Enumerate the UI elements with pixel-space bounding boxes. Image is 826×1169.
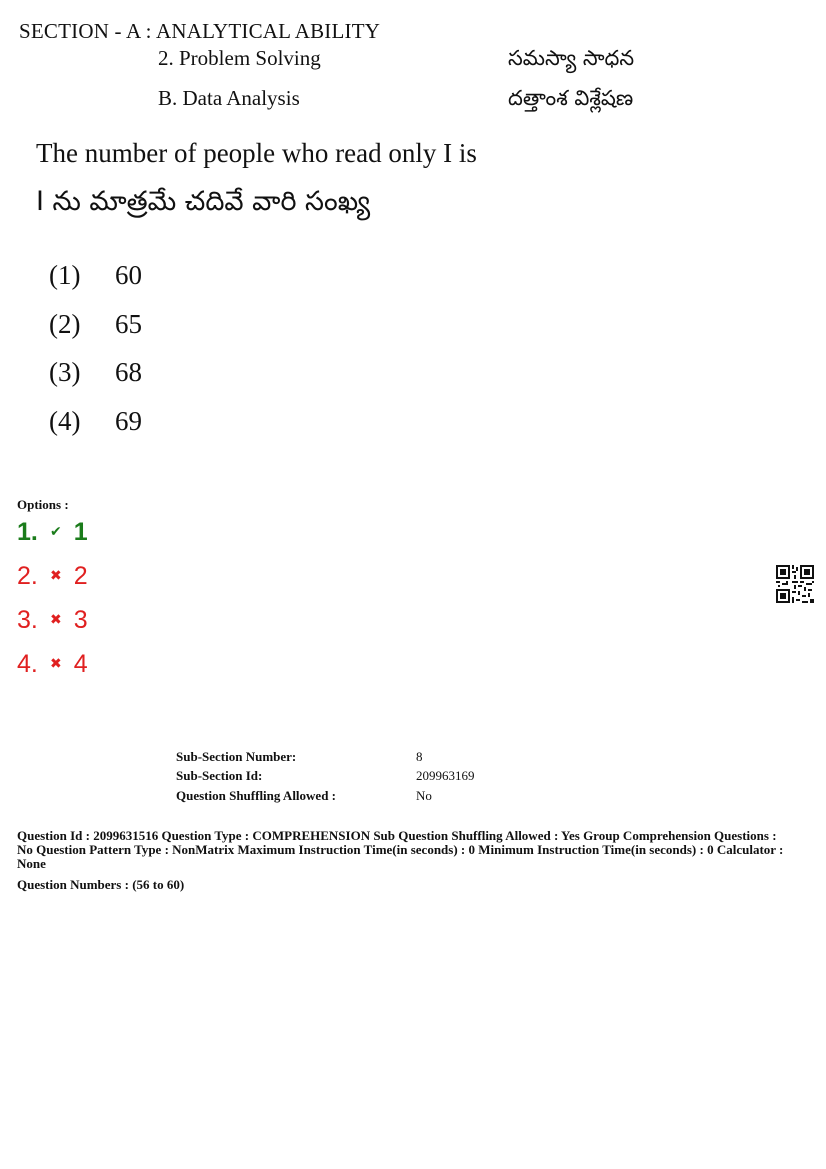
topic-label-telugu: దత్తాంశ విశ్లేషణ xyxy=(508,86,634,110)
option-item-3 xyxy=(17,606,88,635)
check-icon: ✔ xyxy=(49,522,62,539)
option-item-4 xyxy=(17,650,88,679)
option-label: 2 xyxy=(73,562,88,590)
subsection-number-value: 8 xyxy=(416,749,423,764)
choice-value: 60 xyxy=(115,260,142,290)
option-label: 1 xyxy=(73,518,88,546)
question-numbers: Question Numbers : (56 to 60) xyxy=(17,877,185,892)
choice-value: 65 xyxy=(115,309,142,339)
subsection-id-label: Sub-Section Id: xyxy=(176,768,263,783)
option-prefix: 4. xyxy=(17,650,38,678)
question-text-telugu: I ను మాత్రమే చదివే వారి సంఖ్య xyxy=(36,186,371,217)
options-heading: Options : xyxy=(17,497,69,512)
shuffle-value: No xyxy=(416,788,432,803)
qr-code-icon xyxy=(776,565,814,603)
option-prefix: 3. xyxy=(17,606,38,634)
choice-number: (1) xyxy=(49,260,81,290)
choice-number: (4) xyxy=(49,406,81,436)
section-title: SECTION - A : ANALYTICAL ABILITY xyxy=(19,19,381,43)
subsection-number-label: Sub-Section Number: xyxy=(176,749,297,764)
subject-label-telugu: సమస్యా సాధన xyxy=(508,46,635,70)
cross-icon: ✖ xyxy=(49,654,62,671)
question-text: The number of people who read only I is xyxy=(36,138,477,168)
subsection-id-value: 209963169 xyxy=(416,768,475,783)
subject-label: 2. Problem Solving xyxy=(158,46,321,70)
choice-value: 68 xyxy=(115,357,142,387)
option-item-1 xyxy=(17,518,88,547)
choice-number: (3) xyxy=(49,357,81,387)
option-label: 3 xyxy=(73,606,88,634)
option-item-2 xyxy=(17,562,88,591)
choice-number: (2) xyxy=(49,309,81,339)
option-prefix: 2. xyxy=(17,562,38,590)
cross-icon: ✖ xyxy=(49,610,62,627)
topic-label: B. Data Analysis xyxy=(158,86,300,110)
question-info: Question Id : 2099631516 Question Type : COMPREHENSION Sub Question Shuffling Allowed : Yes Group Comprehension Questions : No Question Pattern Type : NonMatrix Maximum Instruction Time(in seconds) : 0 Minimum Instruction Time(in seconds) : 0 Calculator : None xyxy=(17,828,784,871)
shuffle-label: Question Shuffling Allowed : xyxy=(176,788,337,803)
cross-icon: ✖ xyxy=(49,566,62,583)
option-prefix: 1. xyxy=(17,518,38,546)
choice-value: 69 xyxy=(115,406,142,436)
option-label: 4 xyxy=(73,650,88,678)
